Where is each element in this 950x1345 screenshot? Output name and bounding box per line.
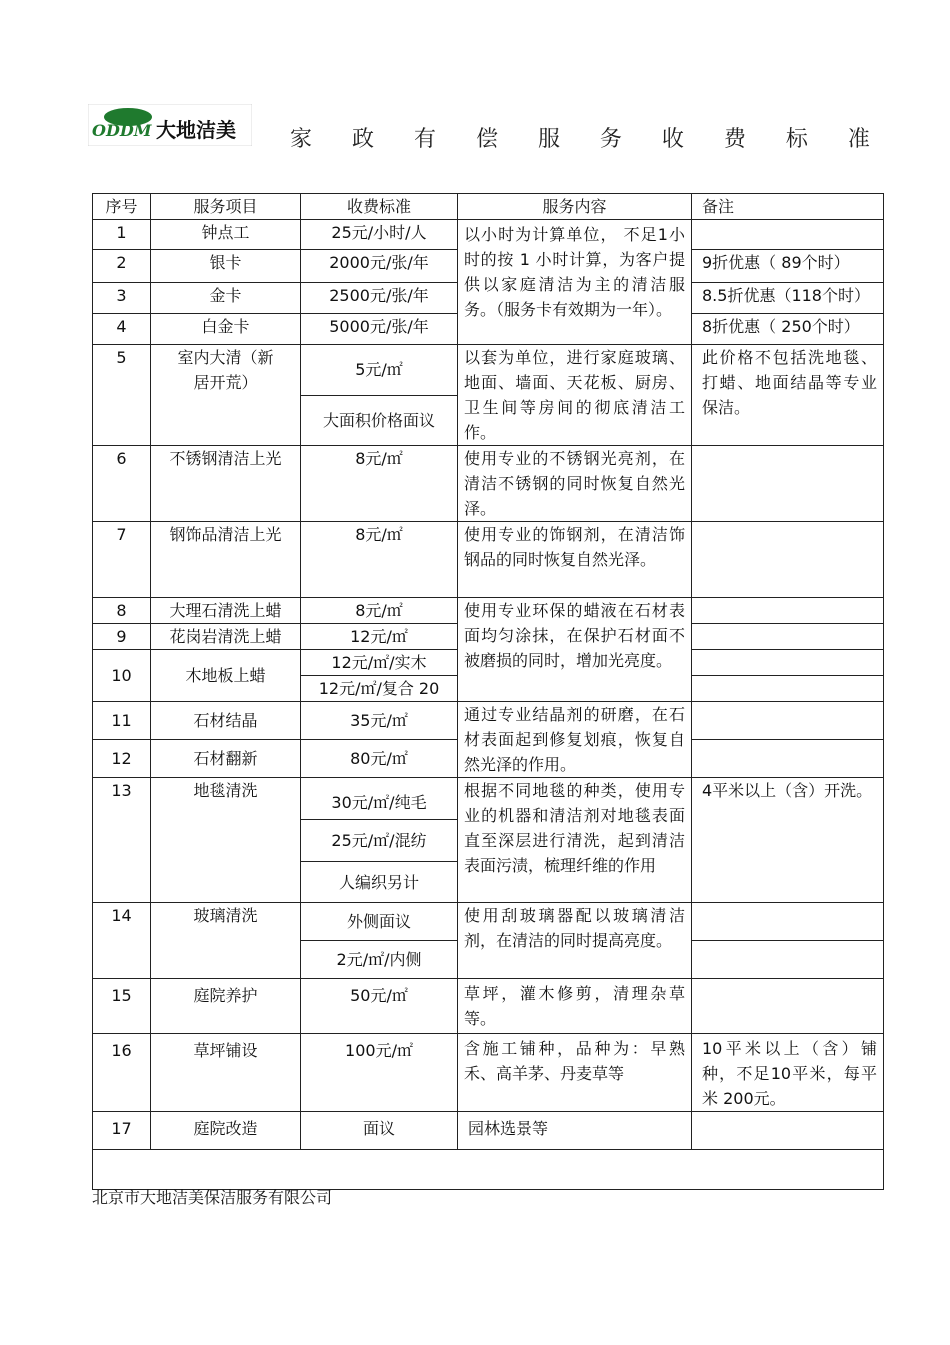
cell-no: 10: [93, 650, 151, 702]
cell-no: 7: [93, 522, 151, 598]
cell-price: 80元/㎡: [301, 740, 458, 778]
table-row: [93, 345, 884, 396]
cell-price: 30元/㎡/纯毛: [301, 778, 458, 820]
cell-remark: [692, 979, 884, 1034]
cell-content: 使用刮玻璃器配以玻璃清洁剂，在清洁的同时提高亮度。: [458, 903, 692, 979]
title-char: 服: [537, 127, 560, 152]
cell-remark: [692, 941, 884, 979]
header-price: 收费标准: [301, 194, 458, 220]
cell-content: 使用专业的饰钢剂，在清洁饰钢品的同时恢复自然光泽。: [458, 522, 692, 598]
cell-price: 50元/㎡: [301, 979, 458, 1034]
cell-no: 6: [93, 446, 151, 522]
cell-no: 8: [93, 598, 151, 624]
cell-item: 银卡: [151, 250, 301, 283]
cell-content: 通过专业结晶剂的研磨，在石材表面起到修复划痕，恢复自然光泽的作用。: [458, 702, 692, 778]
table-row: [93, 979, 884, 1034]
cell-remark: [692, 220, 884, 250]
cell-remark: 4平米以上（含）开洗。: [692, 778, 884, 903]
table-row: [93, 1034, 884, 1112]
cell-remark: [692, 740, 884, 778]
table-row: [93, 778, 884, 820]
table-row: [93, 702, 884, 740]
cell-item: 石材结晶: [151, 702, 301, 740]
cell-no: 14: [93, 903, 151, 979]
company-footer: 北京市大地洁美保洁服务有限公司: [92, 1188, 333, 1207]
cell-remark: [692, 676, 884, 702]
cell-price: 2元/㎡/内侧: [301, 941, 458, 979]
cell-price: 100元/㎡: [301, 1034, 458, 1112]
cell-remark: [692, 624, 884, 650]
cell-price: 5元/㎡: [301, 345, 458, 396]
cell-price: 2000元/张/年: [301, 250, 458, 283]
cell-item: 地毯清洗: [151, 778, 301, 903]
cell-item: 石材翻新: [151, 740, 301, 778]
cell-price: 12元/㎡/复合 20: [301, 676, 458, 702]
cell-price: 大面积价格面议: [301, 395, 458, 446]
cell-item: 玻璃清洗: [151, 903, 301, 979]
cell-remark: 9折优惠（ 89个时）: [692, 250, 884, 283]
cell-price: 外侧面议: [301, 903, 458, 941]
cell-no: 15: [93, 979, 151, 1034]
cell-no: 12: [93, 740, 151, 778]
cell-item: 大理石清洗上蜡: [151, 598, 301, 624]
cell-item: 不锈钢清洁上光: [151, 446, 301, 522]
price-table: [92, 193, 884, 1190]
title-char: 标: [785, 127, 808, 152]
cell-item: 庭院养护: [151, 979, 301, 1034]
cell-content: 以小时为计算单位， 不足1小时的按 1 小时计算，为客户提供以家庭清洁为主的清洁服务。（服务卡有效期为一年）。: [458, 220, 692, 345]
cell-price: 12元/㎡: [301, 624, 458, 650]
cell-remark: 此价格不包括洗地毯、打蜡、地面结晶等专业保洁。: [692, 345, 884, 446]
title-char: 家: [290, 127, 313, 152]
table-row: [93, 522, 884, 598]
cell-remark: 10平米以上（含）铺种，不足10平米，每平米 200元。: [692, 1034, 884, 1112]
title-char: 费: [723, 127, 746, 152]
cell-item: 金卡: [151, 283, 301, 314]
svg-text:大地洁美: 大地洁美: [156, 118, 236, 142]
cell-price: 25元/㎡/混纺: [301, 820, 458, 862]
title-char: 务: [599, 127, 622, 152]
cell-no: 13: [93, 778, 151, 903]
cell-price: 5000元/张/年: [301, 314, 458, 345]
cell-item: 钢饰品清洁上光: [151, 522, 301, 598]
cell-item: 室内大清（新居开荒）: [151, 345, 301, 446]
title-char: 收: [661, 127, 684, 152]
cell-remark: [692, 446, 884, 522]
header-remark: 备注: [692, 194, 884, 220]
cell-content: 园林选景等: [458, 1112, 692, 1150]
cell-price: 2500元/张/年: [301, 283, 458, 314]
cell-remark: [692, 702, 884, 740]
table-header-row: [93, 194, 884, 220]
title-char: 偿: [475, 127, 498, 152]
empty-cell: [93, 1150, 884, 1190]
cell-price: 8元/㎡: [301, 446, 458, 522]
header-no: 序号: [93, 194, 151, 220]
cell-item: 木地板上蜡: [151, 650, 301, 702]
cell-price: 面议: [301, 1112, 458, 1150]
cell-item: 钟点工: [151, 220, 301, 250]
cell-price: 12元/㎡/实木: [301, 650, 458, 676]
cell-remark: 8折优惠（ 250个时）: [692, 314, 884, 345]
cell-price: 25元/小时/人: [301, 220, 458, 250]
cell-item: 草坪铺设: [151, 1034, 301, 1112]
cell-price: 8元/㎡: [301, 598, 458, 624]
cell-no: 4: [93, 314, 151, 345]
cell-no: 2: [93, 250, 151, 283]
cell-content: 根据不同地毯的种类，使用专业的机器和清洁剂对地毯表面直至深层进行清洗，起到清洁表面污渍，梳理纤维的作用: [458, 778, 692, 903]
table-row: [93, 446, 884, 522]
cell-price: 35元/㎡: [301, 702, 458, 740]
cell-remark: 8.5折优惠（118个时）: [692, 283, 884, 314]
table-row: [93, 903, 884, 941]
cell-remark: [692, 903, 884, 941]
cell-price: 8元/㎡: [301, 522, 458, 598]
cell-remark: [692, 522, 884, 598]
cell-remark: [692, 598, 884, 624]
company-logo: [88, 104, 252, 146]
title-char: 准: [847, 127, 870, 152]
cell-no: 17: [93, 1112, 151, 1150]
cell-no: 11: [93, 702, 151, 740]
table-empty-row: [93, 1150, 884, 1190]
page-title: [290, 122, 870, 153]
cell-no: 16: [93, 1034, 151, 1112]
table-row: [93, 220, 884, 250]
cell-price: 人编织另计: [301, 862, 458, 903]
cell-no: 5: [93, 345, 151, 446]
cell-content: 使用专业的不锈钢光亮剂，在清洁不锈钢的同时恢复自然光泽。: [458, 446, 692, 522]
cell-no: 9: [93, 624, 151, 650]
title-char: 有: [413, 127, 436, 152]
header-item: 服务项目: [151, 194, 301, 220]
svg-text:ODDM: ODDM: [92, 121, 152, 140]
header-content: 服务内容: [458, 194, 692, 220]
cell-content: 含施工铺种，品种为：早熟禾、高羊茅、丹麦草等: [458, 1034, 692, 1112]
cell-item: 庭院改造: [151, 1112, 301, 1150]
cell-remark: [692, 650, 884, 676]
table-row: [93, 1112, 884, 1150]
cell-item: 白金卡: [151, 314, 301, 345]
cell-content: 使用专业环保的蜡液在石材表面均匀涂抹，在保护石材面不被磨损的同时，增加光亮度。: [458, 598, 692, 702]
table-row: [93, 598, 884, 624]
title-char: 政: [351, 127, 374, 152]
cell-no: 3: [93, 283, 151, 314]
cell-item: 花岗岩清洗上蜡: [151, 624, 301, 650]
cell-no: 1: [93, 220, 151, 250]
cell-content: 草坪，灌木修剪，清理杂草等。: [458, 979, 692, 1034]
cell-remark: [692, 1112, 884, 1150]
cell-content: 以套为单位，进行家庭玻璃、地面、墙面、天花板、厨房、卫生间等房间的彻底清洁工作。: [458, 345, 692, 446]
